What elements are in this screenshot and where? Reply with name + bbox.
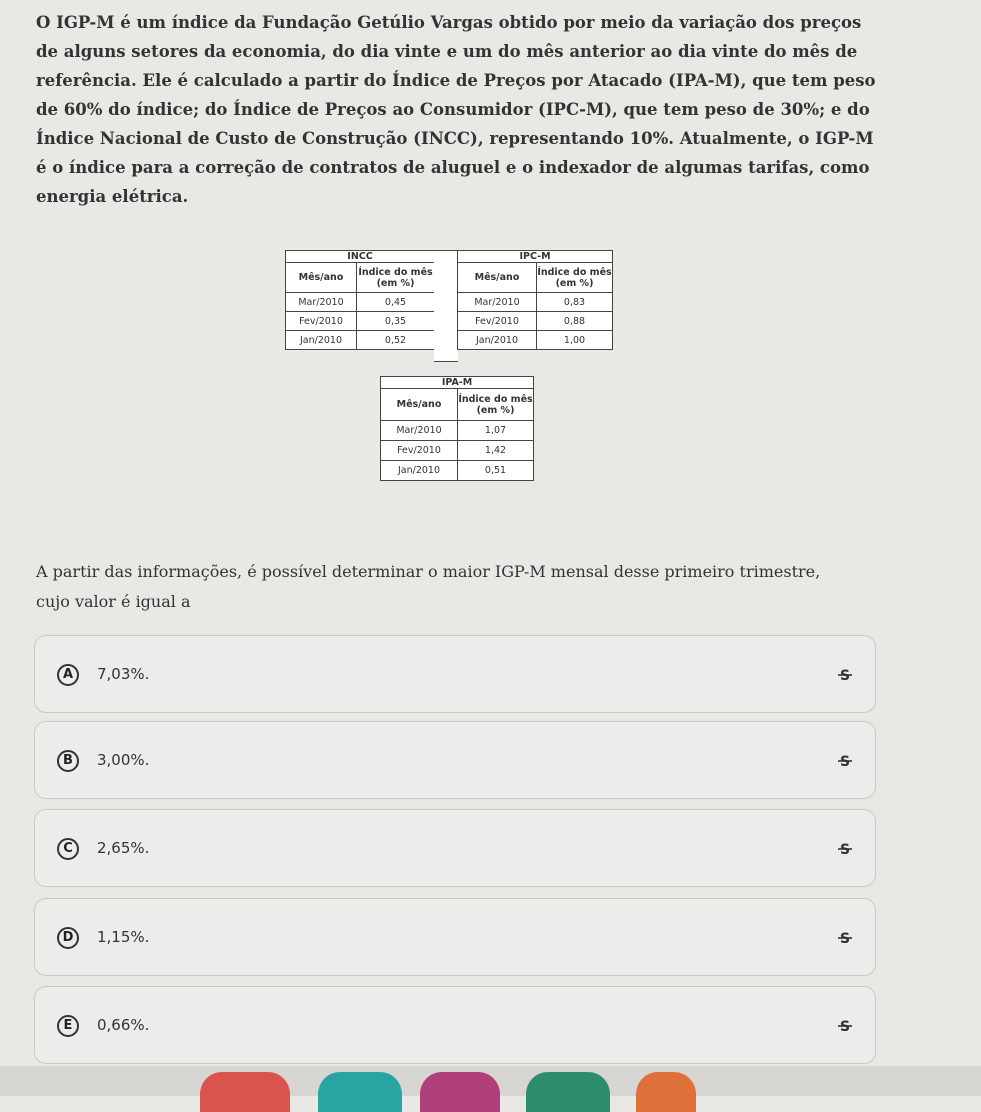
ipa-m-col-month: Mês/ano <box>381 389 458 421</box>
incc-col-month: Mês/ano <box>286 263 357 293</box>
svg-text:S: S <box>840 668 851 684</box>
ipa-m-row-month: Mar/2010 <box>381 421 458 441</box>
ipc-m-table-title: IPC-M <box>458 251 613 263</box>
option-letter: D <box>57 927 79 949</box>
ipc-m-row-month: Mar/2010 <box>458 293 537 312</box>
strikethrough-icon[interactable] <box>837 1017 853 1035</box>
question-prompt: A partir das informações, é possível determinar o maior IGP-M mensal desse primeiro trimestre, cujo valor é igual a <box>36 562 821 611</box>
app-icon-orange[interactable] <box>636 1072 696 1112</box>
ipa-m-row-value: 1,42 <box>458 441 534 461</box>
option-c[interactable] <box>34 809 876 887</box>
option-a[interactable] <box>34 635 876 713</box>
app-icon-green[interactable] <box>526 1072 610 1112</box>
incc-table <box>285 250 435 350</box>
ipa-m-col-index: Índice do mês (em %) <box>458 389 534 421</box>
app-icon-teal[interactable] <box>318 1072 402 1112</box>
option-letter: B <box>57 750 79 772</box>
ipc-m-row-month: Fev/2010 <box>458 312 537 331</box>
ipc-m-row-value: 0,88 <box>537 312 613 331</box>
option-text: 2,65%. <box>97 839 150 857</box>
incc-table-title: INCC <box>286 251 435 263</box>
svg-text:S: S <box>840 842 851 858</box>
ipc-m-row-value: 1,00 <box>537 331 613 350</box>
ipc-m-row-month: Jan/2010 <box>458 331 537 350</box>
option-text: 1,15%. <box>97 928 150 946</box>
option-e[interactable] <box>34 986 876 1064</box>
incc-col-index: Índice do mês (em %) <box>357 263 435 293</box>
strikethrough-icon[interactable] <box>837 666 853 684</box>
strikethrough-icon[interactable] <box>837 840 853 858</box>
option-text: 3,00%. <box>97 751 150 769</box>
option-text: 7,03%. <box>97 665 150 683</box>
incc-row-value: 0,45 <box>357 293 435 312</box>
option-text: 0,66%. <box>97 1016 150 1034</box>
app-icon-magenta[interactable] <box>420 1072 500 1112</box>
svg-text:S: S <box>840 931 851 947</box>
incc-row-month: Jan/2010 <box>286 331 357 350</box>
incc-row-month: Mar/2010 <box>286 293 357 312</box>
strikethrough-icon[interactable] <box>837 752 853 770</box>
option-b[interactable] <box>34 721 876 799</box>
option-letter: E <box>57 1015 79 1037</box>
strikethrough-icon[interactable] <box>837 929 853 947</box>
ipa-m-row-month: Jan/2010 <box>381 461 458 481</box>
ipc-m-col-month: Mês/ano <box>458 263 537 293</box>
ipa-m-table-title: IPA-M <box>381 377 534 389</box>
table-divider <box>434 250 458 362</box>
incc-row-month: Fev/2010 <box>286 312 357 331</box>
option-d[interactable] <box>34 898 876 976</box>
ipa-m-row-month: Fev/2010 <box>381 441 458 461</box>
ipc-m-col-index: Índice do mês (em %) <box>537 263 613 293</box>
incc-row-value: 0,52 <box>357 331 435 350</box>
incc-row-value: 0,35 <box>357 312 435 331</box>
svg-text:S: S <box>840 754 851 770</box>
ipa-m-row-value: 1,07 <box>458 421 534 441</box>
svg-text:S: S <box>840 1019 851 1035</box>
ipa-m-row-value: 0,51 <box>458 461 534 481</box>
app-icon-red[interactable] <box>200 1072 290 1112</box>
ipa-m-table <box>380 376 534 481</box>
option-letter: C <box>57 838 79 860</box>
option-letter: A <box>57 664 79 686</box>
question-statement: O IGP-M é um índice da Fundação Getúlio Vargas obtido por meio da variação dos preços de alguns setores da economia, do dia vinte e um do mês anterior ao dia vinte do mês de referência. Ele é calculado a partir do Índice de Preços por Atacado (IPA-M), que tem peso de 60% do índice; do Índice de Preços ao Consumidor (IPC-M), que tem peso de 30%; e do Índice Nacional de Custo de Construção (INCC), representando 10%. Atualmente, o IGP-M é o índice para a correção de contratos de aluguel e o indexador de algumas tarifas, como energia elétrica. <box>36 13 876 206</box>
ipc-m-row-value: 0,83 <box>537 293 613 312</box>
ipc-m-table <box>457 250 613 350</box>
